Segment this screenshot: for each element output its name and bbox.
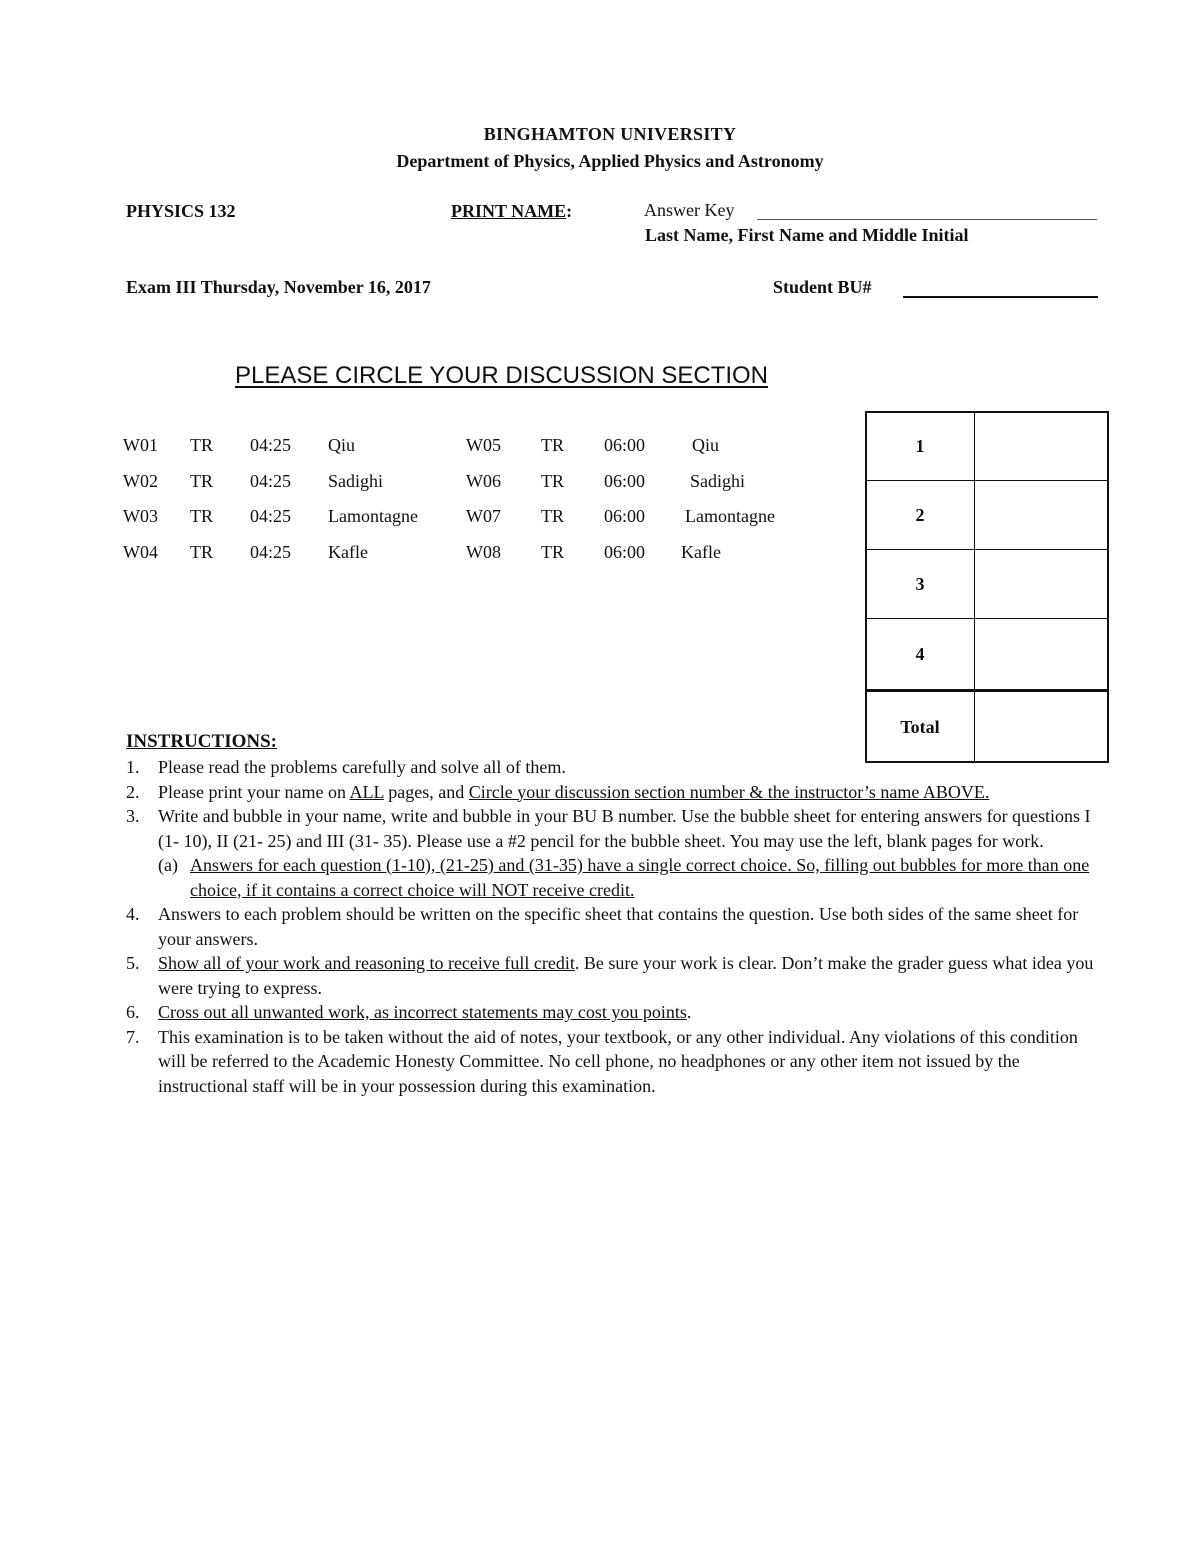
instructions-heading-text: INSTRUCTIONS	[126, 731, 271, 752]
instruction-text: pages, and	[383, 781, 469, 802]
section-time: 06:00	[604, 506, 646, 526]
section-code: W04	[123, 542, 158, 562]
instruction-item	[120, 951, 1095, 1000]
instruction-emphasis: Circle your discussion section number & the instructor’s name ABOVE.	[468, 781, 990, 802]
score-row	[866, 619, 1109, 691]
section-code: W01	[123, 435, 158, 455]
instruction-text: Write and bubble in your name, write and bubble in your BU B number. Use the bubble sheet for entering answers for questions I (1- 10), II (21- 25) and III (31- 35). Please use a #2 pencil for the bubble sheet. You may use the left, blank pages for work.	[158, 806, 1091, 851]
instruction-number: 5.	[126, 953, 140, 973]
score-total-row	[866, 691, 1109, 763]
section-instructor: Qiu	[692, 435, 719, 455]
instruction-number: 2.	[126, 781, 140, 802]
score-row	[866, 412, 1109, 481]
instruction-item	[120, 780, 1095, 805]
instruction-subnumber: (a)	[158, 855, 178, 875]
student-bu-label: Student BU#	[773, 277, 872, 297]
section-code: W06	[466, 471, 501, 491]
course-code: PHYSICS 132	[126, 201, 236, 221]
section-time: 06:00	[604, 471, 646, 491]
instruction-number: 4.	[126, 904, 140, 924]
section-instructor: Lamontagne	[685, 506, 775, 526]
name-underline	[757, 219, 1097, 220]
section-instructor: Sadighi	[328, 471, 384, 491]
instruction-text: Answers to each problem should be written on the specific sheet that contains the question. Use both sides of the same sheet for your answers.	[158, 904, 1079, 949]
section-instructor: Qiu	[328, 435, 355, 455]
section-time: 06:00	[604, 435, 646, 455]
instruction-item	[120, 1025, 1095, 1099]
section-time: 04:25	[250, 435, 292, 455]
score-cell	[975, 550, 1109, 619]
instructions-heading	[126, 731, 277, 753]
section-day: TR	[541, 471, 565, 491]
section-code: W08	[466, 542, 501, 562]
section-instructor: Kafle	[328, 542, 368, 562]
instruction-item	[120, 804, 1095, 902]
score-row	[866, 481, 1109, 550]
section-code: W05	[466, 435, 501, 455]
instruction-text: Please read the problems carefully and solve all of them.	[158, 757, 566, 777]
instruction-emphasis: ALL	[349, 781, 384, 802]
section-code: W02	[123, 471, 158, 491]
section-day: TR	[541, 506, 565, 526]
section-day: TR	[190, 471, 214, 491]
score-row-label: 2	[866, 481, 975, 550]
print-name-label-text: PRINT NAME	[451, 201, 567, 221]
exam-info: Exam III Thursday, November 16, 2017	[126, 277, 431, 297]
instruction-item	[120, 755, 1095, 780]
instruction-item	[120, 1000, 1095, 1025]
section-day: TR	[190, 506, 214, 526]
instruction-number: 6.	[126, 1002, 140, 1022]
instruction-number: 1.	[126, 757, 140, 777]
print-name-value: Answer Key	[644, 200, 735, 220]
section-time: 06:00	[604, 542, 646, 562]
instructions-list	[120, 755, 1095, 1098]
score-row	[866, 550, 1109, 619]
section-code: W07	[466, 506, 501, 526]
section-day: TR	[541, 435, 565, 455]
print-name-label	[451, 201, 572, 222]
section-time: 04:25	[250, 471, 292, 491]
section-code: W03	[123, 506, 158, 526]
score-row-label: 3	[866, 550, 975, 619]
print-name-colon: :	[566, 201, 573, 221]
score-cell	[975, 481, 1109, 550]
score-table	[865, 411, 1109, 763]
section-instructor: Lamontagne	[328, 506, 418, 526]
instruction-text: .	[686, 1002, 692, 1022]
score-total-label: Total	[866, 691, 975, 763]
score-total-cell	[975, 691, 1109, 763]
score-cell	[975, 619, 1109, 691]
department-name: Department of Physics, Applied Physics and Astronomy	[396, 151, 824, 171]
section-instructor: Sadighi	[690, 471, 746, 491]
university-name: BINGHAMTON UNIVERSITY	[483, 124, 737, 144]
section-day: TR	[190, 435, 214, 455]
instruction-emphasis: Cross out all unwanted work, as incorrect statements may cost you points	[158, 1002, 687, 1022]
instruction-text: . Be sure your work is clear. Don’t make the grader guess what idea you were trying to express.	[158, 953, 1094, 998]
instruction-emphasis: Show all of your work and reasoning to receive full credit	[158, 953, 575, 973]
name-format-hint: Last Name, First Name and Middle Initial	[645, 225, 969, 245]
section-day: TR	[541, 542, 565, 562]
instruction-item	[120, 902, 1095, 951]
section-time: 04:25	[250, 542, 292, 562]
instruction-subtext: Answers for each question (1-10), (21-25) and (31-35) have a single correct choice. So, filling out bubbles for more than one choice, if it contains a correct choice will NOT receive credit.	[190, 855, 1090, 900]
circle-section-heading: PLEASE CIRCLE YOUR DISCUSSION SECTION	[235, 362, 769, 389]
score-row-label: 1	[866, 412, 975, 481]
score-row-label: 4	[866, 619, 975, 691]
student-bu-field[interactable]	[903, 296, 1098, 298]
instruction-text: This examination is to be taken without the aid of notes, your textbook, or any other individual. Any violations of this condition will be referred to the Academic Honesty Committee. No cell phone, no headphones or any other item not issued by the instructional staff will be in your possession during this examination.	[158, 1026, 1078, 1096]
instruction-number: 3.	[126, 806, 140, 826]
section-instructor: Kafle	[681, 542, 721, 562]
section-day: TR	[190, 542, 214, 562]
instruction-subitem	[158, 853, 1095, 902]
section-time: 04:25	[250, 506, 292, 526]
instructions-heading-colon: :	[270, 731, 277, 752]
score-cell	[975, 412, 1109, 481]
instruction-text: Please print your name on	[158, 781, 350, 802]
instruction-number: 7.	[126, 1026, 140, 1047]
